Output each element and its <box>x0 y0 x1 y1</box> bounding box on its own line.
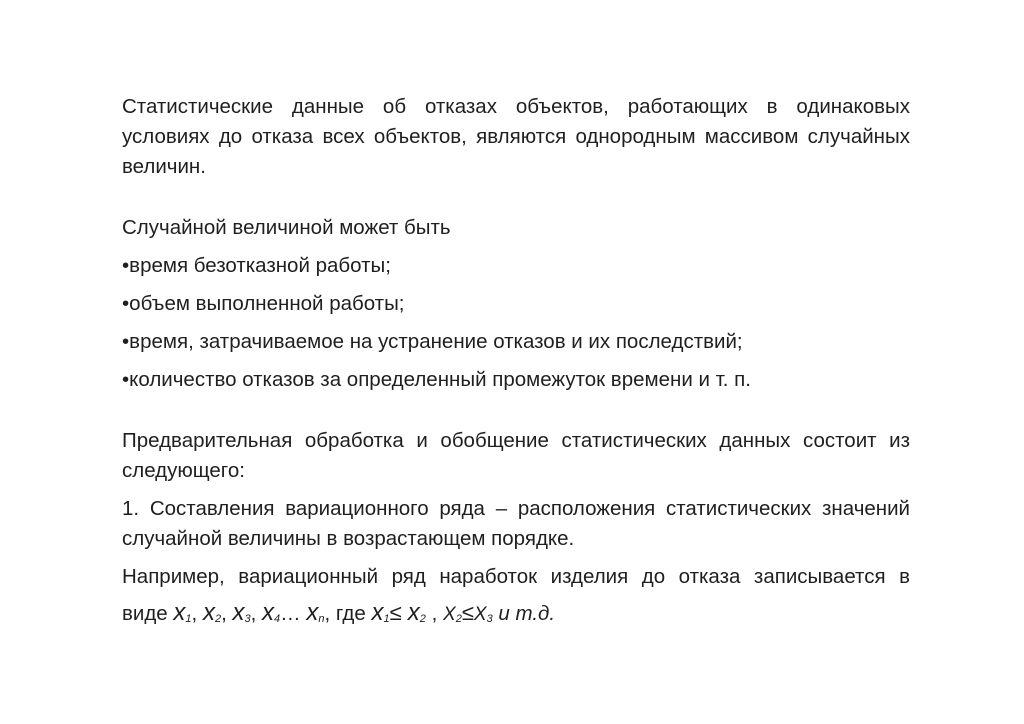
variation-series-formula: виде $x_1$, $x_2$, $x_3$, $x_4\dots$ $x_n$, где $x_1\le x_2$ , $X_2\le X_3$ и т.д. <box>122 599 556 626</box>
list-item: •время безотказной работы; <box>122 254 391 277</box>
spacer <box>122 182 910 213</box>
spacer <box>122 554 910 562</box>
paragraph-statistical-data: Статистические данные об отказах объектов, работающих в одинаковых условиях до отказа всех объектов, являются однородным массивом случайных величин. <box>122 95 910 178</box>
var-x1: $x_1$ <box>173 599 192 626</box>
formula-tail: и т.д. <box>492 602 556 625</box>
processing-intro: Предварительная обработка и обобщение статистических данных состоит из следующего: <box>122 429 910 482</box>
var-xn: $x_n$ <box>306 599 325 626</box>
var-x4: $x_4$ <box>262 599 281 626</box>
list-item: •объем выполненной работы; <box>122 292 405 315</box>
list-item: •количество отказов за определенный промежуток времени и т. п. <box>122 368 751 391</box>
var-x2-compare: $x_2$ <box>407 599 426 626</box>
formula-prefix: виде <box>122 602 174 625</box>
random-variable-intro: Случайной величиной может быть <box>122 216 451 239</box>
var-X3: $X_3$ <box>473 604 493 625</box>
less-equal-sign: ≤ <box>389 600 408 625</box>
step-1: 1. Составления вариационного ряда – расположения статистических значений случайной величины в возрастающем порядке. <box>122 497 910 550</box>
var-x3: $x_3$ <box>232 599 251 626</box>
less-equal-sign: ≤ <box>461 600 474 625</box>
spacer <box>122 395 910 426</box>
var-x2: $x_2$ <box>202 599 222 626</box>
spacer <box>122 486 910 494</box>
var-X2: $X_2$ <box>443 604 462 625</box>
var-x1-compare: $x_1$ <box>371 599 390 626</box>
example-text: Например, вариационный ряд наработок изделия до отказа записывается в <box>122 565 910 588</box>
document-page <box>122 92 910 634</box>
list-item: •время, затрачиваемое на устранение отказов и их последствий; <box>122 330 743 353</box>
